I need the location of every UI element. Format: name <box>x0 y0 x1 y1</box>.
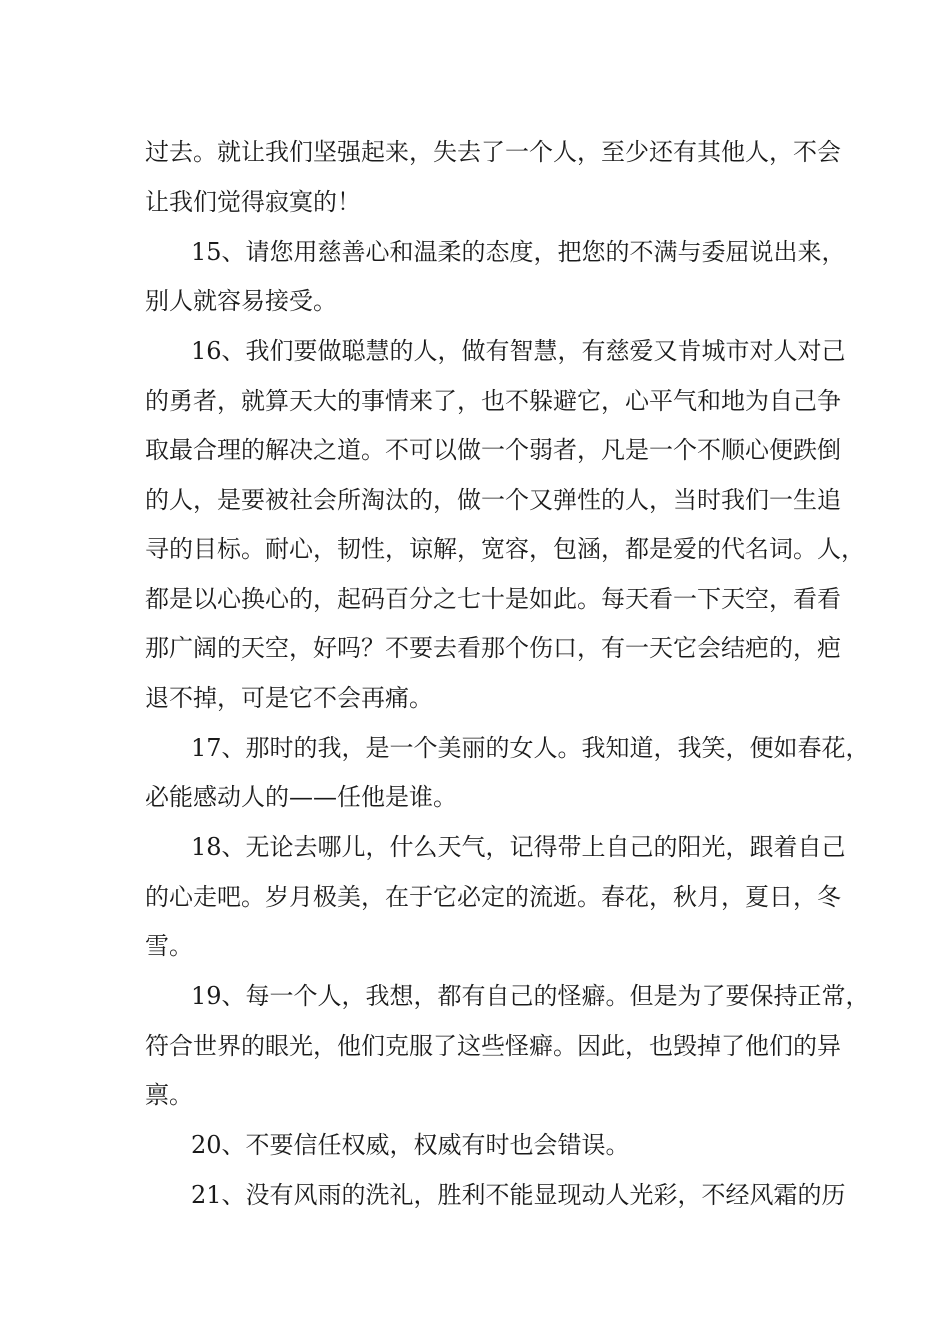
document-body <box>145 128 870 1221</box>
paragraph-line: 16、我们要做聪慧的人，做有智慧，有慈爱又肯城市对人对己 <box>191 337 846 365</box>
paragraph-line: 必能感动人的——任他是谁。 <box>145 783 457 811</box>
paragraph-line: 20、不要信任权威，权威有时也会错误。 <box>191 1131 630 1159</box>
paragraph-line: 的勇者，就算天大的事情来了，也不躲避它，心平气和地为自己争 <box>145 386 841 415</box>
paragraph-line: 19、每一个人，我想，都有自己的怪癖。但是为了要保持正常， <box>191 982 870 1010</box>
paragraph-line: 寻的目标。耐心，韧性，谅解，宽容，包涵，都是爱的代名词。人， <box>145 535 865 563</box>
paragraph-line: 取最合理的解决之道。不可以做一个弱者，凡是一个不顺心便跌倒 <box>145 436 841 464</box>
paragraph-line: 雪。 <box>145 932 193 960</box>
paragraph-line: 17、那时的我，是一个美丽的女人。我知道，我笑，便如春花， <box>191 733 870 762</box>
paragraph-line: 的人，是要被社会所淘汰的，做一个又弹性的人，当时我们一生追 <box>145 485 841 514</box>
paragraph-line: 退不掉，可是它不会再痛。 <box>145 683 433 712</box>
paragraph-line: 过去。就让我们坚强起来，失去了一个人，至少还有其他人，不会 <box>145 138 841 166</box>
paragraph-line: 别人就容易接受。 <box>145 287 337 315</box>
paragraph-19 <box>145 972 870 1121</box>
paragraph-20 <box>145 1121 815 1171</box>
paragraph-line: 符合世界的眼光，他们克服了这些怪癖。因此，也毁掉了他们的异 <box>145 1031 841 1060</box>
paragraph-17 <box>145 724 870 823</box>
paragraph-line: 让我们觉得寂寞的！ <box>145 187 361 216</box>
paragraph-line: 的心走吧。岁月极美，在于它必定的流逝。春花，秋月，夏日，冬 <box>145 882 841 911</box>
paragraph-15 <box>145 228 846 327</box>
paragraph-18 <box>145 823 846 972</box>
paragraph-line: 21、没有风雨的洗礼，胜利不能显现动人光彩，不经风霜的历 <box>191 1181 846 1209</box>
paragraph-line: 都是以心换心的，起码百分之七十是如此。每天看一下天空，看看 <box>145 584 841 613</box>
paragraph-21 <box>145 1171 846 1221</box>
paragraph-line: 15、请您用慈善心和温柔的态度，把您的不满与委屈说出来， <box>191 237 846 266</box>
paragraph-16 <box>145 327 865 723</box>
paragraph-14-continued <box>145 128 841 227</box>
paragraph-line: 18、无论去哪儿，什么天气，记得带上自己的阳光，跟着自己 <box>191 833 846 861</box>
paragraph-line: 那广阔的天空，好吗？不要去看那个伤口，有一天它会结疤的，疤 <box>145 634 841 662</box>
paragraph-line: 禀。 <box>145 1081 193 1109</box>
